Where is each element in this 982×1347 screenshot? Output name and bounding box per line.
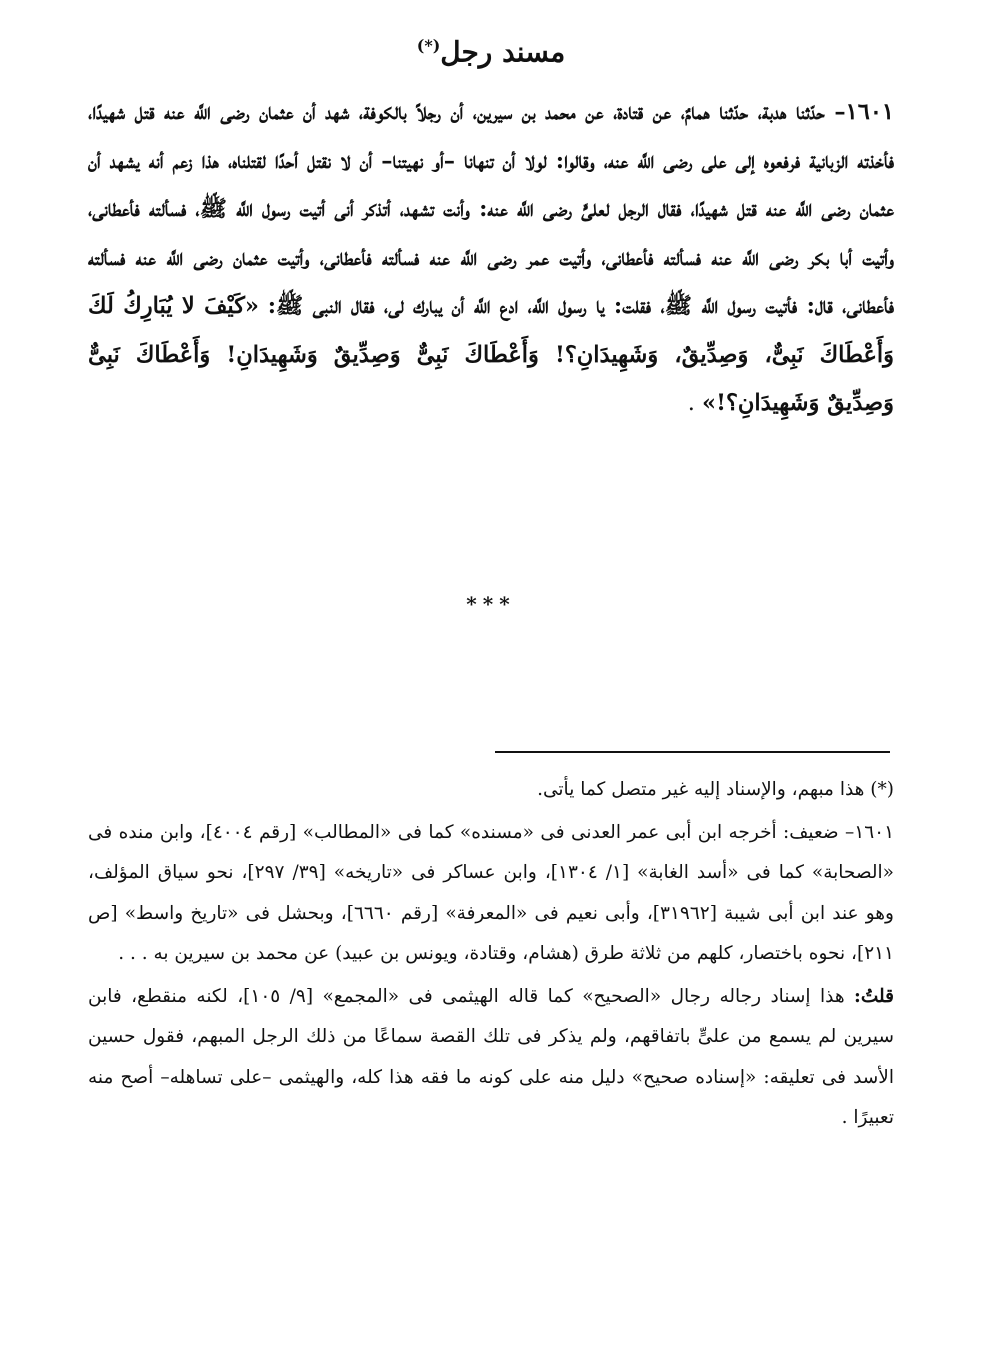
title-text: مسند رجل (440, 35, 566, 69)
title-footnote-marker: (*) (416, 36, 441, 55)
footnote-qult (88, 977, 894, 1139)
footnote-star: (*) هذا مبهم، والإسناد إليه غير متصل كما يأتى. (537, 779, 894, 800)
footnote-divider (495, 751, 890, 753)
footnote-qult-text: هذا إسناد رجاله رجال «الصحيح» كما قاله الهيثمى فى «المجمع» [٩/ ١٠٥]، لكنه منقطع، فابن سيرين لم يسمع من علىٍّ باتفاقهم، ولم يذكر فى تلك القصة سماعًا من ذلك الرجل المبهم، فقول حسين الأسد فى تعليقه: «إسناده صحيح» دليل منه على كونه ما فقه هذا كله، والهيثمى –على تساهله– أصح منه تعبيرًا . (88, 985, 894, 1128)
page-title (0, 24, 982, 74)
prophetic-quote: «كَيْفَ لا يُبَارِكُ لَكَ وَأَعْطَاكَ نَبِىٌّ، وَصِدِّيقٌ، وَشَهِيدَانِ؟! وَأَعْطَاكَ نَبِىٌّ وَصِدِّيقٌ وَشَهِيدَانِ! وَأَعْطَاكَ نَبِىٌّ وَصِدِّيقٌ وَشَهِيدَانِ؟!» (88, 293, 894, 416)
footnote-1601: ١٦٠١– ضعيف: أخرجه ابن أبى عمر العدنى فى «مسنده» كما فى «المطالب» [رقم ٤٠٠٤]، وابن منده فى «الصحابة» كما فى «أسد الغابة» [١/ ١٣٠٤]، وابن عساكر فى «تاريخه» [٣٩/ ٢٩٧]، نحو سياق المؤلف، وهو عند ابن أبى شيبة [٣١٩٦٢]، وأبى نعيم فى «المعرفة» [رقم ٦٦٦٠]، وبحشل فى «تاريخ واسط» [ص ٢١١]، نحوه باختصار، كلهم من ثلاثة طرق (هشام، وقتادة، ويونس بن عبيد) عن محمد بن سيرين به . . . (88, 821, 895, 964)
footnote-qult-label: قلتُ: (854, 985, 894, 1007)
hadith-paragraph (88, 88, 894, 428)
section-separator: *** (466, 592, 516, 616)
hadith-opening: – حدّثنا هدبة، حدّثنا همامٌ، عن قتادة، عن محمد بن سيرين، أن رجلاً بالكوفة، شهد أن عثمان رضى اللَّه عنه قتل شهيدًا، فأخذته الزبانية فرفعوه إلى على رضى اللَّه عنه، وقالوا: لولا أن تنهانا –أو نهيتنا– أن لا نقتل أحدًا لقتلناه، هذا زعم أنه يشهد أن عثمان رضى اللَّه عنه قتل شهيدًا، فقال الرجل لعلىٍّ رضى اللَّه عنه: وأنت تشهد، أتذكر أنى أتيت رسول اللَّه ﷺ، فسألته فأعطانى، وأتيت أبا بكر رضى اللَّه عنه فسألته فأعطانى، وأتيت عمر رضى اللَّه عنه فسألته فأعطانى، وأتيت عثمان رضى اللَّه عنه فسألته فأعطانى، قال: فأتيت رسول اللَّه ﷺ، فقلت: يا رسول اللَّه، ادع اللَّه أن يبارك لى، فقال النبى ﷺ: (88, 99, 894, 319)
hadith-ending: . (687, 390, 702, 416)
hadith-number: ١٦٠١ (845, 99, 894, 125)
footnotes-section (88, 770, 894, 1141)
